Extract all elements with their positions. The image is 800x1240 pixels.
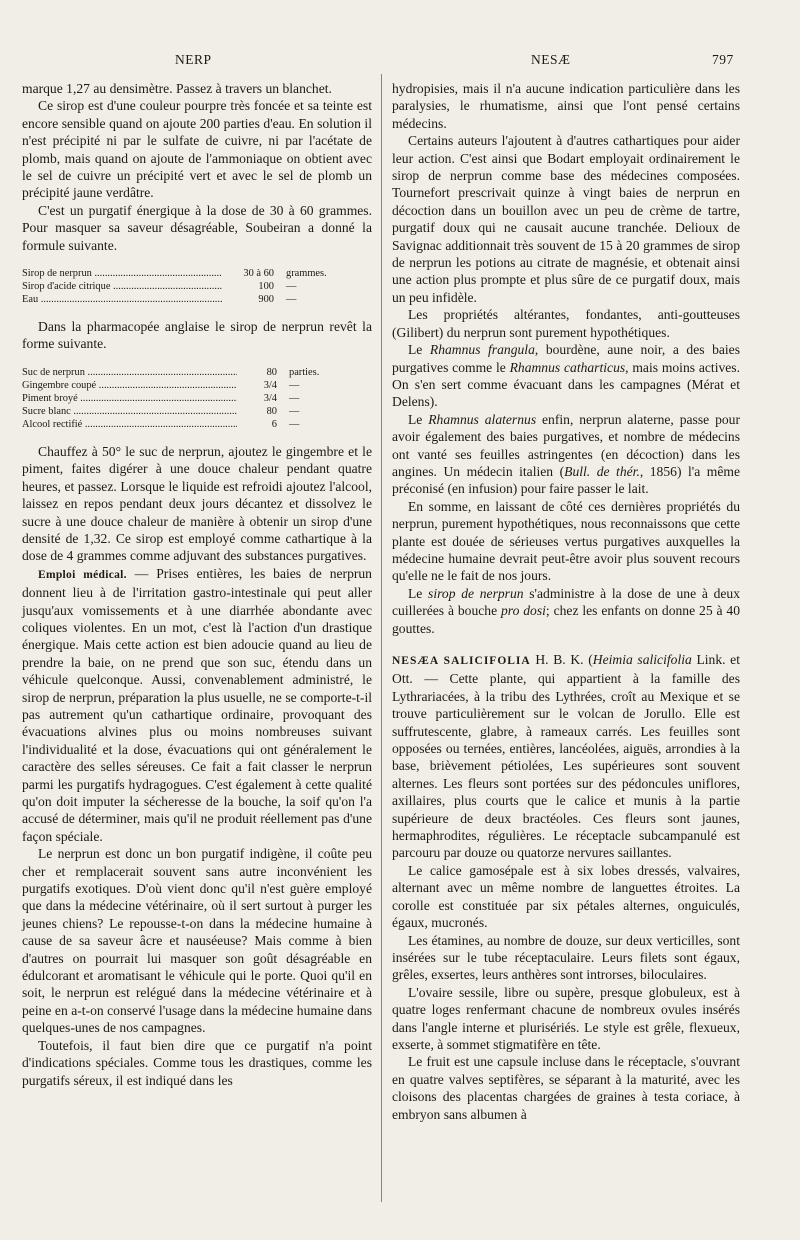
paragraph: C'est un purgatif énergique à la dose de 30 à 60 grammes. Pour masquer sa saveur désagréable, Soubeiran a donné la formule suivante. [22,202,372,253]
ingredient-name: Gingembre coupé ..... [22,379,237,392]
ingredient-name: Eau ..... [22,293,222,306]
recipe-soubeiran [22,267,372,306]
paragraph: Toutefois, il faut bien dire que ce purgatif n'a point d'indications spéciales. Comme tous les drastiques, comme les purgatifs séreux, il est indiqué dans les [22,1037,372,1088]
species-name: Rhamnus catharticus [509,359,626,375]
ingredient-name: Alcool rectifié ..... [22,418,237,431]
species-name: Rhamnus alaternus [428,411,537,427]
paragraph: hydropisies, mais il n'a aucune indication particulière dans les paralysies, le rhumatisme, ainsi que l'ont pensé certains médecins. [392,81,740,131]
text-run: Le [408,585,429,601]
paragraph: Dans la pharmacopée anglaise le sirop de nerprun revêt la forme suivante. [22,319,372,352]
recipe-row [22,405,372,418]
paragraph [392,341,740,411]
species-name: Heimia salicifolia [592,652,692,667]
ingredient-qty: 900 [258,294,274,306]
ingredient-name: Sirop de nerprun ..... [22,267,222,280]
recipe-row [22,379,372,392]
entry-headword: NESÆA SALICIFOLIA [392,655,531,667]
text-run: Link. et Ott. — Cette plante, qui appartient à la famille des Lythrariacées, à la tribu des Lythrées, croît au Mexique et se trouve particulièrement sur le volcan de Jorullo. Elle est suffrutescente, glabre, à rameaux carrés. Les feuilles sont opposées ou ternées, entières, lancéolées, aiguës, arrondies à la base, brièvement pétiolées, Les supérieures sont souvent alternes. Les fleurs sont portées sur des pédoncules uniflores, axillaires, plus courts que le calice et munis à la partie supérieure de deux bractéoles. Ces fleurs sont jaunes, hermaphrodites, régulières. Le réceptacle subcampanulé est parcouru par douze ou quatorze nervures saillantes. [392,652,740,861]
paragraph: marque 1,27 au densimètre. Passez à travers un blanchet. [22,81,332,96]
recipe-row [22,280,372,293]
ingredient-unit: — [289,392,300,404]
ingredient-name: Suc de nerprun ..... [22,366,237,379]
left-column [22,80,372,1089]
ingredient-unit: — [289,405,300,417]
text-run: H. B. K. ( [530,652,593,667]
recipe-row [22,366,372,379]
paragraph: L'ovaire sessile, libre ou supère, presque globuleux, est à quatre loges renfermant chacune de nombreux ovules insérés dans l'angle interne et plurisériés. Le style est grêle, flexueux, exserte, à sommet stigmatifère en tête. [392,984,740,1052]
species-name: Rhamnus frangula [429,342,535,358]
paragraph: Certains auteurs l'ajoutent à d'autres cathartiques pour aider leur action. C'est ainsi que Bodart employait ordinairement le sirop de nerprun comme base des médecines composées. Tournefort prescrivait quinze à vingt baies de nerprun en décoction dans un bouillon avec un peu de crème de tartre, purgatif doux qui ne causait aucune tranchée. Delioux de Savignac additionnait très souvent de 15 à 20 grammes de sirop de nerprun les potions au citrate de magnésie, et obtenait ainsi une action plus prompte et plus sûre de ce purgatif doux, mais un peu infidèle. [392,133,740,305]
column-divider [381,74,382,1202]
ingredient-unit: — [289,418,300,430]
paragraph: Chauffez à 50° le suc de nerprun, ajoutez le gingembre et le piment, faites digérer à une douce chaleur pendant quatre heures, et passez. Lorsque le liquide est refroidi ajoutez l'alcool, laissez en repos pendant deux jours décantez et dissolvez le sucre à une douce chaleur de manière à obtenir un sirop d'une densité de 1,32. Ce sirop est employé comme cathartique à la dose de 4 grammes comme adjuvant des substances purgatives. [22,443,372,564]
emphasis: sirop de nerprun [428,585,524,601]
text-run: Le [408,411,429,427]
text-run: Le [408,342,430,358]
ingredient-name: Piment broyé ..... [22,392,237,405]
entry-nesaea-salicifolia [392,651,740,862]
paragraph: Le fruit est une capsule incluse dans le réceptacle, s'ouvrant en quatre valves septifères, se séparant à la maturité, avec les cloisons des placentas chargées de graines à testa coriace, à embryon sans albumen à [392,1054,740,1122]
ingredient-unit: grammes. [286,268,327,280]
ingredient-qty: 80 [266,405,277,417]
ingredient-name: Sucre blanc ..... [22,405,237,418]
text-run: ; chez les enfants on donne 25 à 40 gouttes. [392,603,740,636]
emphasis: pro dosi [501,603,546,619]
paragraph: Le nerprun est donc un bon purgatif indigène, il coûte peu cher et remplacerait souvent sans autre inconvénient les purgatifs exotiques. D'où vient donc qu'il n'est guère employé que dans la médecine vétérinaire, où il sert surtout à purger les jeunes chiens? Le repousse-t-on dans la médecine humaine à cause de sa saveur âcre et nauséeuse? Mais comme à bien d'autres on pourrait lui masquer son goût désagréable en édulcorant et aromatisant le véhicule qui le porte. Quoi qu'il en soit, le nerprun est relégué dans la médecine vétérinaire et à peine en a-t-on conservé l'usage dans la médecine humaine dans quelques-unes de nos campagnes. [22,846,372,1036]
text-run: s'administre à la dose de une à deux cuillerées à bouche [392,585,740,619]
ingredient-unit: — [289,379,300,391]
text-run: , bourdène, aune noir, a des baies purgatives comme le [392,342,741,375]
text-run: enfin, nerprun alaterne, passe pour avoir également des baies purgatives, et nombre de médecins ont vanté ses feuilles astringentes (en décoction) dans les angines. Un médecin italien ( [392,411,740,479]
ingredient-unit: — [286,281,297,293]
recipe-row [22,392,372,405]
ingredient-qty: 3/4 [263,379,277,391]
running-head-left: NERP [175,52,212,67]
paragraph-medical-use [22,565,372,846]
paragraph [392,411,740,498]
recipe-british-pharmacopoeia [22,366,372,431]
paragraph: En somme, en laissant de côté ces dernières propriétés du nerprun, purement hypothétiques, nous reconnaissons que cette plante est douée de sérieuses vertus purgatives auxquelles la médecine humaine devrait peut-être avoir plus souvent recours qu'elle ne le fait de nos jours. [392,498,740,584]
right-column [392,80,740,1123]
recipe-row [22,267,372,280]
paragraph: Le calice gamosépale est à six lobes dressés, valvaires, alternant avec un même nombre de languettes étroites. La corolle est constituée par six pétales alternes, onguiculés, égaux, mucronés. [392,862,740,931]
ingredient-unit: — [286,294,297,306]
citation: Bull. de thér. [564,463,640,479]
ingredient-name: Sirop d'acide citrique ..... [22,280,222,293]
section-label: Emploi médical. [38,568,127,581]
ingredient-qty: 30 à 60 [243,268,274,280]
running-head-middle: NESÆ [531,52,571,67]
text-run: , mais moins actives. On s'en sert comme évacuant dans les campagnes (Mérat et Delens). [392,359,740,410]
text-run: , 1856) l'a même préconisé (en infusion) pour faire passer le lait. [392,463,740,497]
paragraph: Ce sirop est d'une couleur pourpre très foncée et sa teinte est encore sensible quand on ajoute 200 parties d'eau. En solution il n'est précipité ni par le sulfate de cuivre, ni par l'acétate de plomb, mais quand on ajoute de l'ammoniaque on obtient avec le sel de cuivre un précipité vert et avec le sel de plomb un précipité jaune verdâtre. [22,98,372,201]
ingredient-qty: 100 [258,281,274,293]
ingredient-qty: 3/4 [263,392,277,404]
recipe-row [22,418,372,431]
paragraph [392,585,740,637]
ingredient-qty: 6 [271,418,277,430]
paragraph: Les propriétés altérantes, fondantes, anti-goutteuses (Gilibert) du nerprun sont purement hypothétiques. [392,307,740,340]
paragraph-text: — Prises entières, les baies de nerprun donnent lieu à de l'irritation gastro-intestinale qui peut aller jusqu'aux vomissements et à une diarrhée abondante avec coliques violentes. En un mot, c'est là l'action d'un drastique énergique. Mais cette action est bien adoucie quand au lieu de prendre la baie, on ne prend que son suc, étendu dans un véhicule quelconque. Aussi, convenablement administré, le sirop de nerprun, préparation la plus usuelle, ne se comporte-t-il pas autrement qu'un cathartique ordinaire, provoquant des évacuations alvines plus ou moins nombreuses suivant l'individualité et la dose, évacuations qui ont généralement le caractère des selles séreuses. Ce fait a fait classer le nerprun parmi les purgatifs hydragogues. C'est également à cette qualité qu'on doit imputer la sécheresse de la bouche, la soif qu'on l'a accusé de déterminer, mais qu'il ne produit réellement pas d'une façon spéciale. [22,565,372,844]
ingredient-unit: parties. [289,366,320,378]
page-number: 797 [712,52,734,67]
ingredient-qty: 80 [266,366,277,378]
recipe-row [22,293,372,306]
paragraph: Les étamines, au nombre de douze, sur deux verticilles, sont insérées sur le tube réceptaculaire. Leurs filets sont égaux, grêles, exsertes, leurs anthères sont introrses, biloculaires. [392,932,740,983]
